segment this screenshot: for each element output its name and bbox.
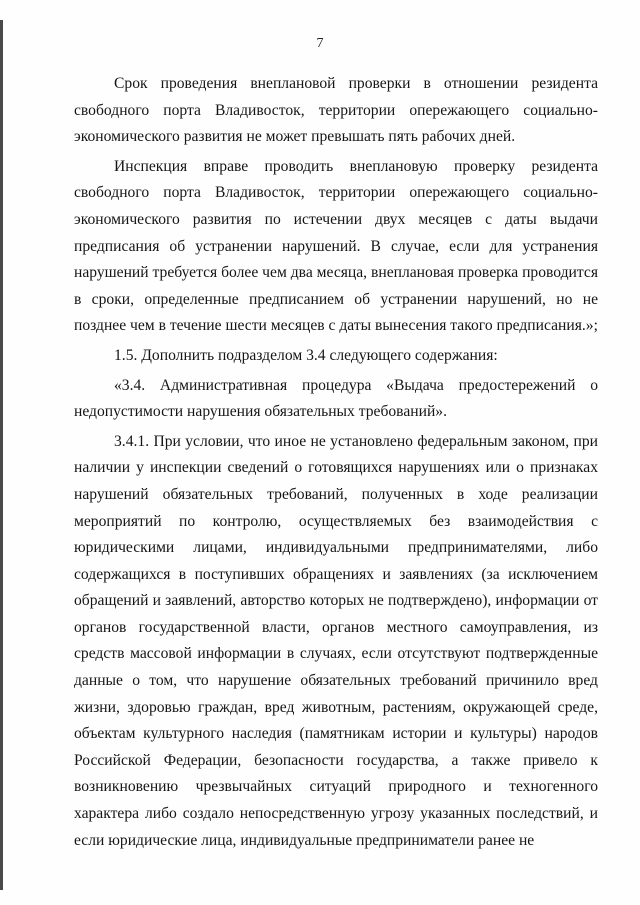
page-number: 7 xyxy=(316,36,324,51)
paragraph-repeat-inspection: Инспекция вправе проводить внеплановую проверку резидента свободного порта Владивосток, территории опережающего социально-экономического развития по истечении двух месяцев с даты выдачи предписания об устранении нарушений. В случае, если для устранения нарушений требуется более чем два месяца, внеплановая проверка проводится в сроки, определенные предписанием об устранении нарушений, но не позднее чем в течение шести месяцев с даты вынесения такого предписания.»; xyxy=(74,157,598,335)
page-edge-shadow xyxy=(0,20,3,890)
document-body xyxy=(74,71,598,857)
paragraph-inspection-duration: Срок проведения внеплановой проверки в отношении резидента свободного порта Владивосток, территории опережающего социально-экономического развития не может превышать пять рабочих дней. xyxy=(74,75,598,146)
paragraph-section-3-4-title: «3.4. Административная процедура «Выдача предостережений о недопустимости нарушения обязательных требований». xyxy=(74,376,598,421)
paragraph-amendment-1-5: 1.5. Дополнить подразделом 3.4 следующего содержания: xyxy=(114,346,498,364)
paragraph-section-3-4-1: 3.4.1. При условии, что иное не установлено федеральным законом, при наличии у инспекции сведений о готовящихся нарушениях или о признаках нарушений обязательных требований, полученных в ходе реализации мероприятий по контролю, осуществляемых без взаимодействия с юридическими лицами, индивидуальными предпринимателями, либо содержащихся в поступивших обращениях и заявлениях (за исключением обращений и заявлений, авторство которых не подтверждено), информации от органов государственной власти, органов местного самоуправления, из средств массовой информации в случаях, если отсутствуют подтвержденные данные о том, что нарушение обязательных требований причинило вред жизни, здоровью граждан, вред животным, растениям, окружающей среде, объектам культурного наследия (памятникам истории и культуры) народов Российской Федерации, безопасности государства, а также привело к возникновению чрезвычайных ситуаций природного и техногенного характера либо создало непосредственную угрозу указанных последствий, и если юридические лица, индивидуальные предприниматели ранее не xyxy=(74,432,598,849)
